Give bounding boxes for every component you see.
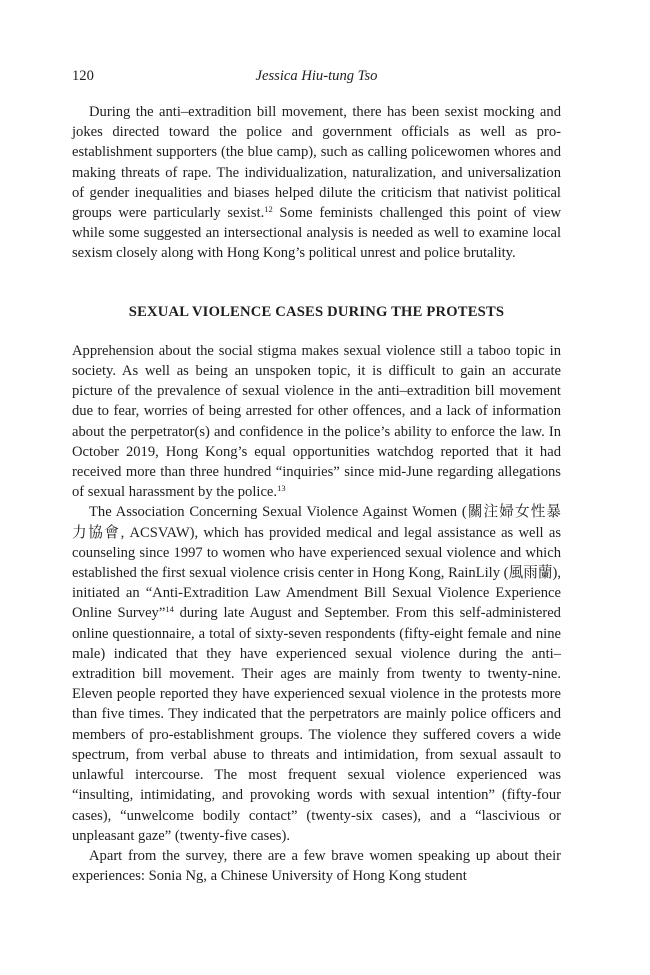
body-paragraph bbox=[72, 502, 561, 845]
page-number: 120 bbox=[72, 68, 94, 84]
footnote-ref[interactable]: 13 bbox=[277, 483, 286, 494]
book-page bbox=[72, 66, 561, 886]
paragraph-text: Some feminists challenged this point of view while some suggested an intersectional analysis is needed as well to examine local sexism closely along with Hong Kong’s political unrest and police brutality. bbox=[72, 205, 561, 262]
footnote-ref[interactable]: 12 bbox=[264, 204, 273, 215]
section-heading: SEXUAL VIOLENCE CASES DURING THE PROTESTS bbox=[128, 303, 505, 320]
paragraph-text: Apart from the survey, there are a few brave women speaking up about their experiences: Sonia Ng, a Chinese University of Hong Kong student bbox=[72, 847, 561, 885]
body-paragraph bbox=[72, 846, 561, 886]
paragraph-text: Apprehension about the social stigma makes sexual violence still a taboo topic in society. As well as being an unspoken topic, it is difficult to gain an accurate picture of the prevalence of sexual violence in the anti–extradition bill movement due to fear, worries of being arrested for other offences, and a lack of information about the perpetrator(s) and confidence in the police’s ability to enforce the law. In October 2019, Hong Kong’s equal opportunities watchdog reported that it had received more than three hundred “inquiries” since mid-June regarding allegations of sexual harassment by the police. bbox=[72, 342, 561, 501]
paragraph-text: The Association Concerning Sexual Violence Against Women (關注婦女性暴力協會, ACSVAW), which has provided medical and legal assistance as well as counseling since 1997 to women who have experienced sexual violence and which established the first sexual violence crisis center in Hong Kong, RainLily (風雨蘭), initiated an “Anti-Extradition Law Amendment Bill Sexual Violence Experience Online Survey” bbox=[72, 504, 561, 622]
body-paragraph bbox=[72, 102, 561, 264]
running-head-author: Jessica Hiu-tung Tso bbox=[255, 68, 378, 84]
paragraph-text: during late August and September. From this self-administered online questionnaire, a total of sixty-seven respondents (fifty-eight female and nine male) indicated that they have experienced sexual violence during the anti–extradition bill movement. Their ages are mainly from twenty to twenty-nine. Eleven people reported they have experienced sexual violence in the protests more than five times. They indicated that the perpetrators are mainly police officers and members of pro-establishment groups. The violence they suffered covers a wide spectrum, from verbal abuse to threats and intimidation, from sexual assault to unlawful intercourse. The most frequent sexual violence experienced was “insulting, intimidating, and provoking words with sexual intention” (fifty-four cases), “unwelcome bodily contact” (twenty-six cases), and a “lascivious or unpleasant gaze” (twenty-five cases). bbox=[72, 605, 561, 844]
paragraph-text: During the anti–extradition bill movement, there has been sexist mocking and jokes directed toward the police and government officials as well as pro-establishment supporters (the blue camp), such as calling policewomen whores and making threats of rape. The individualization, naturalization, and universalization of gender inequalities and biases helped dilute the criticism that nativist political groups were particularly sexist. bbox=[72, 104, 561, 222]
body-paragraph bbox=[72, 341, 561, 503]
running-head bbox=[72, 66, 561, 88]
footnote-ref[interactable]: 14 bbox=[165, 604, 174, 615]
